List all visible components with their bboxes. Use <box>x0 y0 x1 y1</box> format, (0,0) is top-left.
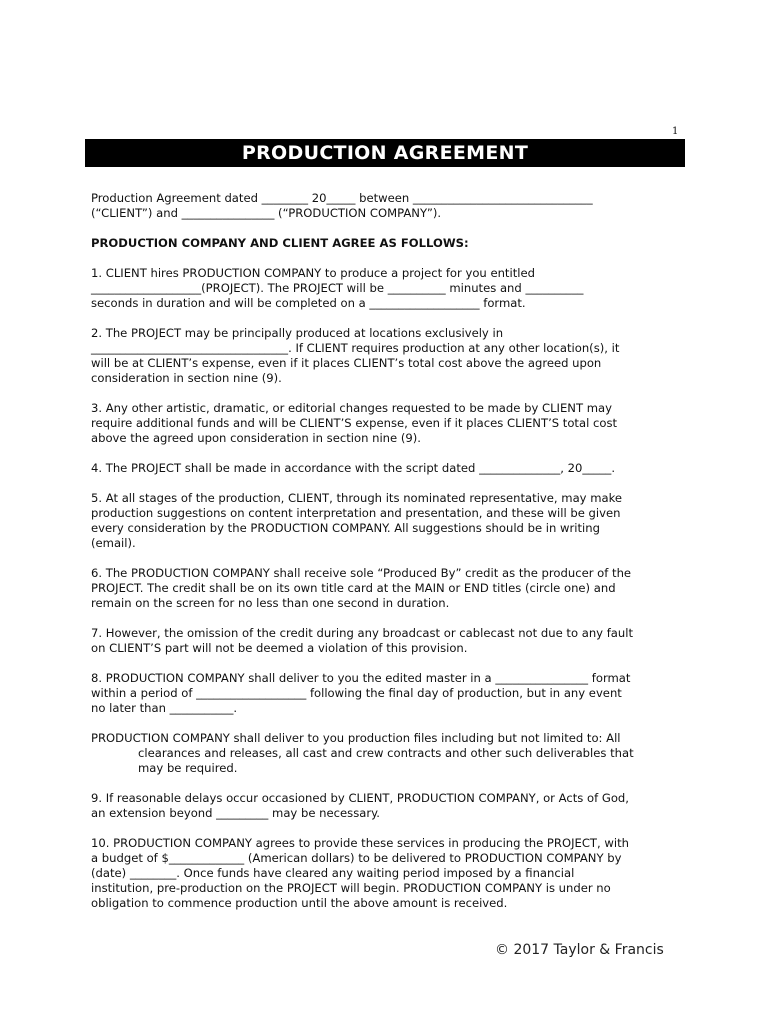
text-line: 9. If reasonable delays occur occasioned by CLIENT, PRODUCTION COMPANY, or Acts of God, <box>91 791 629 805</box>
clause-4 <box>91 461 681 476</box>
text-line: 10. PRODUCTION COMPANY agrees to provide these services in producing the PROJECT, with <box>91 836 629 850</box>
intro-paragraph <box>91 191 681 221</box>
text-line: (date) ________. Once funds have cleared any waiting period imposed by a financial <box>91 866 575 880</box>
text-line: will be at CLIENT’s expense, even if it places CLIENT’s total cost above the agreed upon <box>91 356 602 370</box>
clause-10 <box>91 836 681 911</box>
clause-9 <box>91 791 681 821</box>
agreement-body <box>91 191 681 926</box>
text-line: within a period of ___________________ following the final day of production, but in any event <box>91 686 622 700</box>
clause-6 <box>91 566 681 611</box>
clause-5 <box>91 491 681 551</box>
text-line: 6. The PRODUCTION COMPANY shall receive sole “Produced By” credit as the producer of the <box>91 566 632 580</box>
text-line: (email). <box>91 536 136 550</box>
text-line: above the agreed upon consideration in section nine (9). <box>91 431 421 445</box>
text-line: Production Agreement dated ________ 20_____ between _______________________________ <box>91 191 593 205</box>
copyright-footer: © 2017 Taylor & Francis <box>495 942 664 958</box>
page-number: 1 <box>672 126 679 137</box>
text-line: on CLIENT’S part will not be deemed a violation of this provision. <box>91 641 468 655</box>
clause-2 <box>91 326 681 386</box>
text-line: PRODUCTION COMPANY shall deliver to you production files including but not limited to: All <box>91 731 621 745</box>
text-line: (“CLIENT”) and ________________ (“PRODUCTION COMPANY”). <box>91 206 442 220</box>
text-line-indented: may be required. <box>138 761 238 775</box>
clause-8-deliverables <box>91 731 681 776</box>
clause-3 <box>91 401 681 446</box>
text-line: institution, pre-production on the PROJECT will begin. PRODUCTION COMPANY is under no <box>91 881 611 895</box>
section-heading: PRODUCTION COMPANY AND CLIENT AGREE AS FOLLOWS: <box>91 236 469 250</box>
text-line: consideration in section nine (9). <box>91 371 282 385</box>
text-line: an extension beyond _________ may be necessary. <box>91 806 380 820</box>
text-line: 5. At all stages of the production, CLIENT, through its nominated representative, may make <box>91 491 623 505</box>
text-line: ___________________(PROJECT). The PROJECT will be __________ minutes and __________ <box>91 281 584 295</box>
text-line: remain on the screen for no less than one second in duration. <box>91 596 450 610</box>
clause-8 <box>91 671 681 716</box>
text-line: a budget of $_____________ (American dollars) to be delivered to PRODUCTION COMPANY by <box>91 851 622 865</box>
text-line: 7. However, the omission of the credit during any broadcast or cablecast not due to any fault <box>91 626 634 640</box>
text-line: require additional funds and will be CLIENT’S expense, even if it places CLIENT’S total cost <box>91 416 618 430</box>
text-line: seconds in duration and will be completed on a ___________________ format. <box>91 296 526 310</box>
text-line-indented: clearances and releases, all cast and crew contracts and other such deliverables that <box>138 746 634 760</box>
text-line: __________________________________. If CLIENT requires production at any other location(s), it <box>91 341 620 355</box>
text-line: production suggestions on content interpretation and presentation, and these will be given <box>91 506 621 520</box>
text-line: 3. Any other artistic, dramatic, or editorial changes requested to be made by CLIENT may <box>91 401 612 415</box>
text-line: obligation to commence production until the above amount is received. <box>91 896 508 910</box>
clause-1 <box>91 266 681 311</box>
document-title: PRODUCTION AGREEMENT <box>85 139 685 167</box>
text-line: PROJECT. The credit shall be on its own title card at the MAIN or END titles (circle one) and <box>91 581 616 595</box>
text-line: 1. CLIENT hires PRODUCTION COMPANY to produce a project for you entitled <box>91 266 535 280</box>
text-line: 4. The PROJECT shall be made in accordance with the script dated ______________, 20_____. <box>91 461 616 475</box>
text-line: 8. PRODUCTION COMPANY shall deliver to you the edited master in a ________________ format <box>91 671 631 685</box>
text-line: no later than ___________. <box>91 701 238 715</box>
clause-7 <box>91 626 681 656</box>
text-line: 2. The PROJECT may be principally produced at locations exclusively in <box>91 326 504 340</box>
text-line: every consideration by the PRODUCTION COMPANY. All suggestions should be in writing <box>91 521 600 535</box>
